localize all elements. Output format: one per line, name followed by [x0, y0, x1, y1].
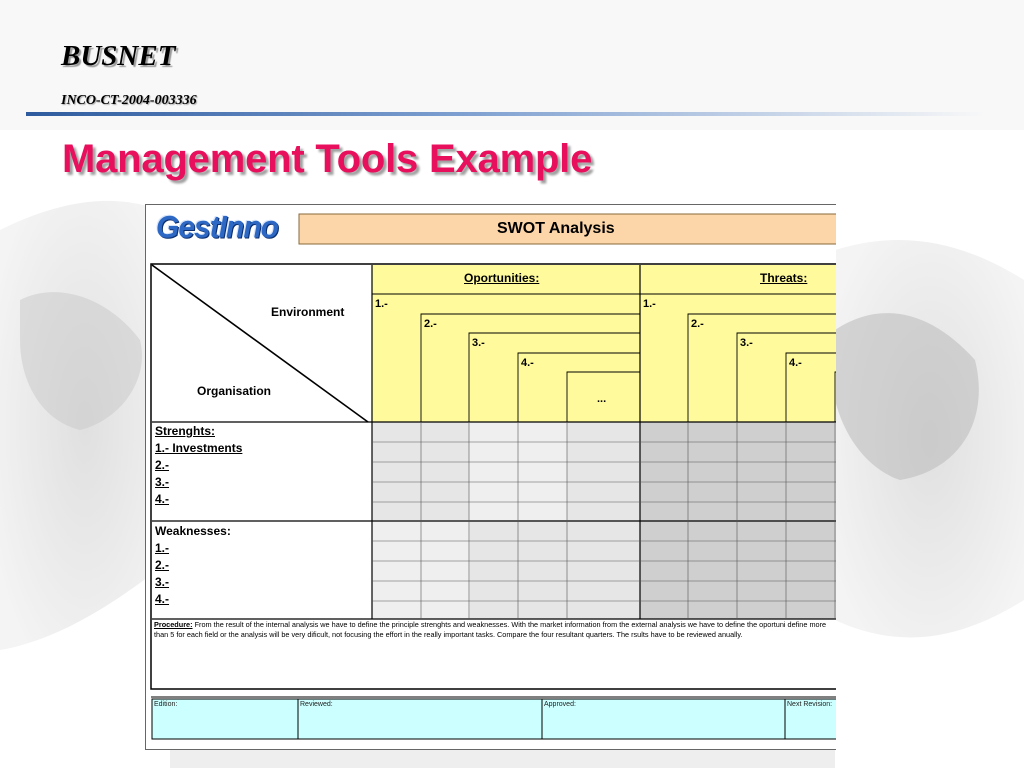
procedure-text: From the result of the internal analysis we have to define the principle strenghts and weaknesses. With the market information from the external analysis we have to define the oportuni define more than 5 for each field or the analysis will be very dificult, not focusing the effort in the really important tasks. Compare the four resultant quarters. The rsults have to be reviewed anually. [154, 620, 827, 639]
gestinno-logo [156, 211, 278, 245]
threat-item: 2.- [691, 318, 704, 330]
opportunity-item: 3.- [472, 337, 485, 349]
project-code: INCO-CT-2004-003336 [61, 93, 197, 108]
brand-name: BUSNET [61, 40, 176, 72]
footer-approved: Approved: [544, 701, 576, 708]
weaknesses-header: Weaknesses: [155, 524, 231, 538]
swot-spreadsheet-image [145, 204, 836, 750]
threat-item: 3.- [740, 337, 753, 349]
threat-item: 4.- [789, 357, 802, 369]
corner-organisation-label: Organisation [197, 384, 272, 398]
corner-environment-label: Environment [271, 305, 345, 319]
procedure-label: Procedure: [154, 620, 193, 629]
weakness-item: 3.- [155, 575, 170, 589]
weakness-item: 2.- [155, 558, 170, 572]
opportunity-item: 1.- [375, 298, 388, 310]
threat-item: 1.- [643, 298, 656, 310]
procedure-note [154, 620, 834, 640]
opportunity-item: 4.- [521, 357, 534, 369]
weakness-item: 1.- [155, 541, 170, 555]
strength-item: 2.- [155, 458, 170, 472]
footer-reviewed: Reviewed: [300, 701, 333, 708]
weakness-item: 4.- [155, 592, 170, 606]
opportunity-item: 2.- [424, 318, 437, 330]
footer-edition: Edition: [154, 701, 178, 708]
swot-title: SWOT Analysis [497, 220, 615, 237]
opportunity-item: ... [597, 393, 607, 405]
opportunities-header: Oportunities: [464, 271, 540, 285]
header-divider [26, 112, 986, 116]
threats-header: Threats: [760, 271, 808, 285]
swot-grid [146, 205, 836, 749]
gestinno-logo-text: GestInno [156, 210, 279, 245]
strengths-header: Strenghts: [155, 424, 215, 438]
strength-item: 1.- Investments [155, 441, 243, 455]
strength-item: 4.- [155, 492, 170, 506]
strength-item: 3.- [155, 475, 170, 489]
footer-next-revision: Next Revision: [787, 701, 833, 708]
slide-title: Management Tools Example [62, 137, 593, 181]
